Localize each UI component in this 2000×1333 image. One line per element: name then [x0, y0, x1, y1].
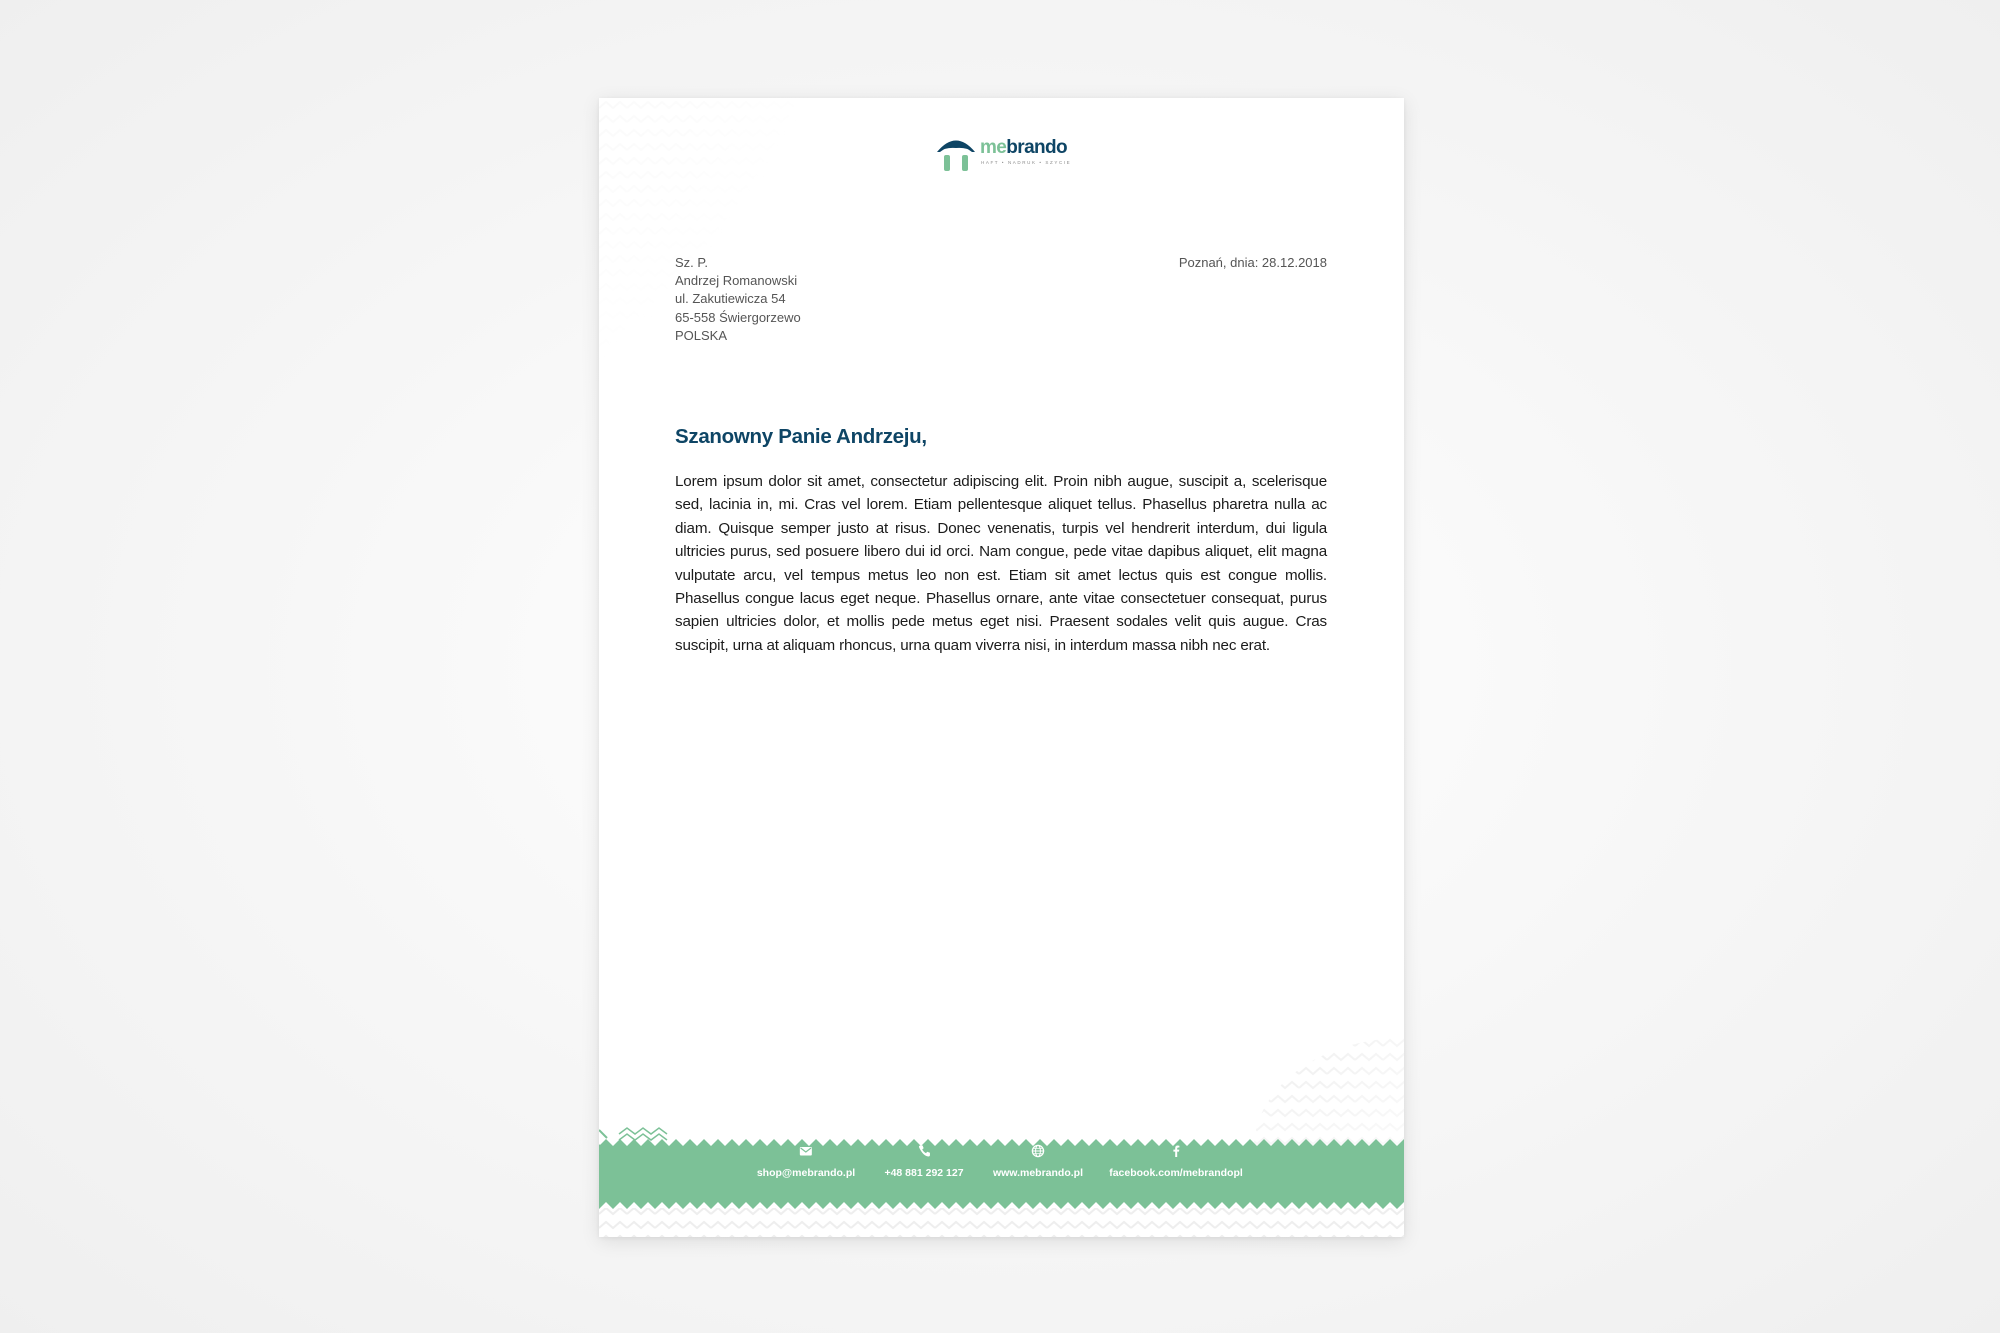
footer-contacts — [599, 1144, 1404, 1194]
footer-contact-label: shop@mebrando.pl — [756, 1167, 856, 1179]
logo-wordmark — [980, 137, 1067, 159]
footer-contact-email[interactable] — [757, 1144, 855, 1181]
footer-contact-website[interactable] — [993, 1144, 1083, 1181]
letterhead-page — [599, 98, 1404, 1237]
footer-contact-label: +48 881 292 127 — [884, 1167, 964, 1179]
facebook-icon — [1169, 1144, 1183, 1158]
globe-icon — [1031, 1144, 1045, 1158]
phone-icon — [917, 1144, 931, 1158]
footer-contact-label: facebook.com/mebrandopl — [1109, 1167, 1243, 1179]
footer-contact-phone[interactable] — [884, 1144, 963, 1181]
logo-mark-icon — [936, 135, 976, 175]
logo-tagline: HAFT • NADRUK • SZYCIE — [981, 160, 1072, 165]
logo-wordmark-brando: brando — [1006, 137, 1068, 158]
recipient-line: ul. Zakutiewicza 54 — [675, 291, 786, 307]
recipient-line: 65-558 Świergorzewo — [675, 309, 801, 325]
mebrando-logo — [936, 135, 1072, 175]
letter-body: Lorem ipsum dolor sit amet, consectetur adipiscing elit. Proin nibh augue, suscipit a, scelerisque sed, lacinia in, mi. Cras vel lorem. Etiam pellentesque aliquet tellus. Phasellus pharetra nulla ac diam. Quisque semper justo at risus. Donec venenatis, turpis vel hendrerit interdum, dui ligula ultricies purus, sed posuere libero dui id orci. Nam congue, pede vitae dapibus aliquet, elit magna vulputate arcu, vel tempus metus leo non est. Etiam sit amet lectus quis est congue mollis. Phasellus congue lacus eget neque. Phasellus ornare, ante vitae consectetuer consequat, purus sapien ultricies dolor, et mollis pede metus eget nisi. Praesent sodales velit quis augue. Cras suscipit, urna at aliquam rhoncus, urna quam viverra nisi, in interdum massa nibh nec erat. — [675, 473, 1327, 654]
footer-contact-label: www.mebrando.pl — [992, 1167, 1084, 1179]
recipient-line: Sz. P. — [675, 255, 709, 270]
logo-wordmark-me: me — [980, 137, 1007, 158]
letter-date: Poznań, dnia: 28.12.2018 — [1178, 255, 1327, 270]
recipient-line: POLSKA — [675, 327, 728, 343]
recipient-address — [675, 254, 801, 345]
recipient-line: Andrzej Romanowski — [675, 273, 798, 289]
envelope-icon — [799, 1144, 813, 1158]
letter-greeting: Szanowny Panie Andrzeju, — [675, 425, 927, 448]
footer-contact-facebook[interactable] — [1109, 1144, 1243, 1181]
